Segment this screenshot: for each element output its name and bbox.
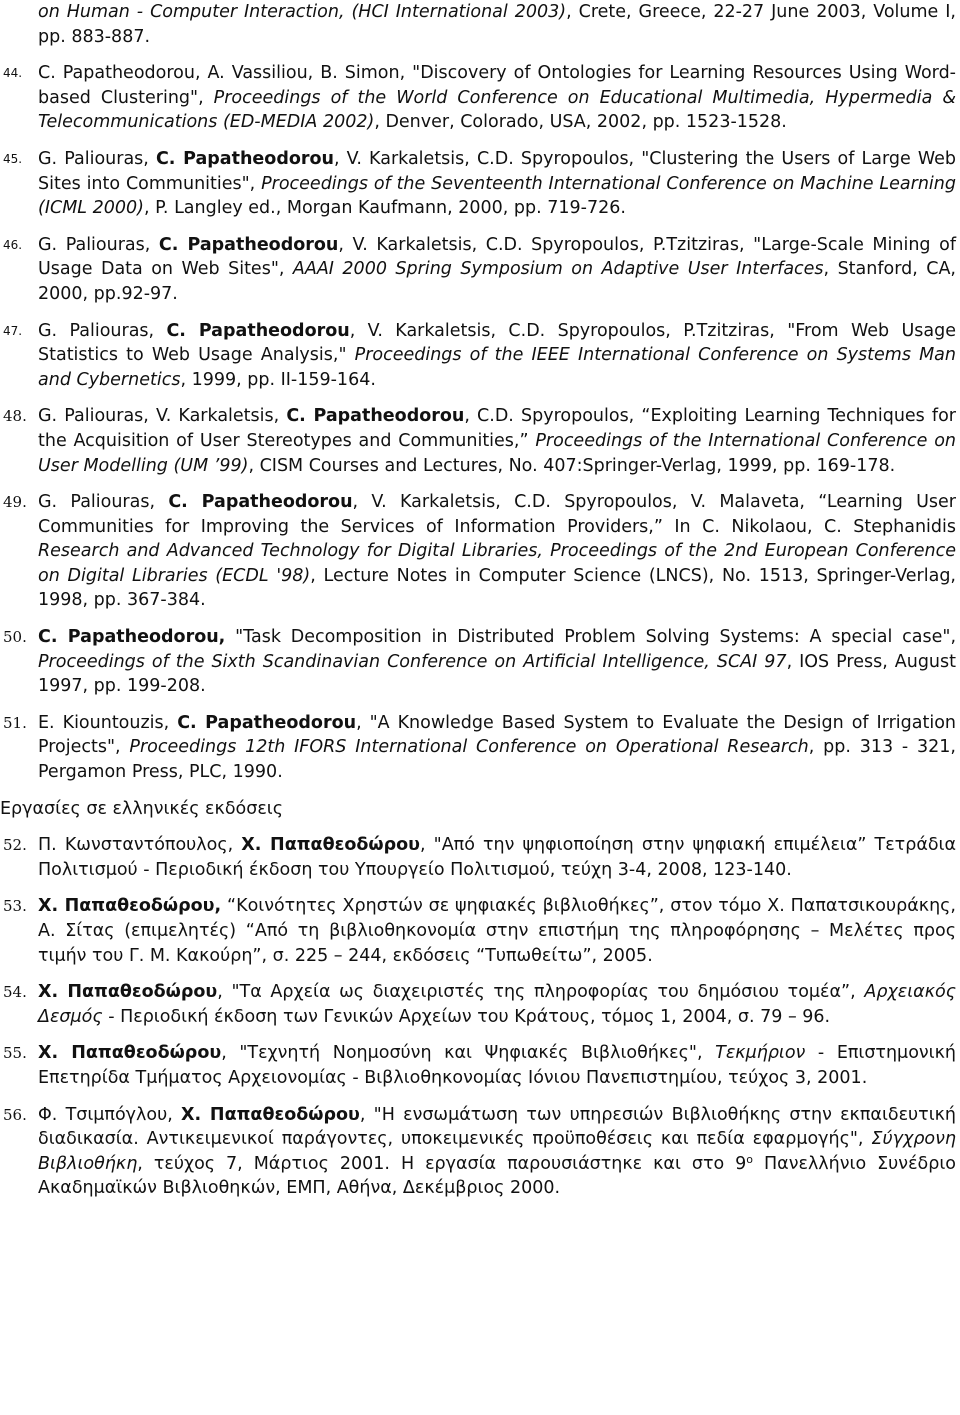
reference-text	[38, 492, 956, 610]
reference-italic-text: Proceedings of the Seventeenth International Conference on Machine Learning (ICML 2000)	[38, 173, 956, 219]
reference-continued	[38, 0, 956, 49]
superscript: ο	[746, 1152, 754, 1166]
reference-text-run: - Περιοδική έκδοση των Γενικών Αρχείων του Κράτους, τόμος 1, 2004, σ. 79 – 96.	[102, 1006, 831, 1027]
reference-text-run: G. Paliouras,	[38, 320, 167, 341]
reference-text-run: , "Τεχνητή Νοημοσύνη και Ψηφιακές Βιβλιοθήκες",	[221, 1043, 716, 1064]
reference-text	[38, 235, 956, 304]
reference-italic-text: Proceedings of the International Conference on User Modelling (UM ’99)	[38, 430, 957, 476]
reference-46	[3, 233, 956, 307]
reference-text	[38, 2, 956, 47]
reference-text-run: Π. Κωνσταντόπουλος,	[38, 835, 242, 856]
reference-text	[38, 321, 956, 390]
reference-48	[3, 404, 957, 478]
reference-text-run: , V. Karkaletsis, C.D. Spyropoulos, P.Tzitziras, "From Web Usage Statistics to Web Usage Analysis,"	[38, 320, 956, 366]
reference-text	[38, 149, 956, 218]
reference-text-run: , IOS Press, August 1997, pp. 199-208.	[38, 651, 956, 697]
reference-text-run: G. Paliouras,	[38, 148, 156, 169]
reference-number: 46.	[3, 237, 23, 252]
reference-number: 47.	[3, 323, 23, 338]
reference-text-run: , "Η ενσωμάτωση των υπηρεσιών Βιβλιοθήκης στην εκπαιδευτική διαδικασία. Αντικειμενικοί παράγοντες, υποκειμενικές προϋποθέσεις και πεδία εφαρμογής",	[38, 1104, 957, 1150]
reference-number: 45.	[3, 151, 23, 166]
reference-number: 53.	[3, 897, 27, 916]
reference-author-highlight: C. Papatheodorou	[166, 320, 350, 341]
reference-text-run: "Task Decomposition in Distributed Problem Solving Systems: A special case",	[225, 627, 957, 648]
reference-text	[38, 1043, 956, 1088]
reference-text-run: - Επιστημονική Επετηρίδα Τμήματος Αρχειονομίας - Βιβλιοθηκονομίας Ιόνιου Πανεπιστημίου, τεύχος 3, 2001.	[38, 1043, 956, 1088]
reference-text-run: C. Papatheodorou, A. Vassiliou, B. Simon, "Discovery of Ontologies for Learning Resources Using Word-based Clustering",	[38, 63, 956, 108]
reference-text-run: G. Paliouras,	[38, 234, 159, 255]
section-heading: Εργασίες σε ελληνικές εκδόσεις	[0, 798, 283, 819]
reference-text-run: Φ. Τσιμπόγλου,	[38, 1104, 182, 1125]
reference-text	[38, 406, 956, 475]
reference-number: 56.	[3, 1105, 27, 1124]
reference-author-highlight: C. Papatheodorou,	[38, 627, 226, 648]
reference-55	[3, 1041, 956, 1090]
reference-50	[3, 625, 957, 699]
reference-number: 55.	[3, 1044, 27, 1063]
reference-number: 51.	[3, 713, 27, 732]
reference-text-run: E. Kiountouzis,	[38, 712, 178, 733]
reference-author-highlight: Χ. Παπαθεοδώρου	[181, 1104, 360, 1125]
reference-italic-text: Σύγχρονη Βιβλιοθήκη	[38, 1129, 956, 1174]
reference-text-run: , V. Karkaletsis, C.D. Spyropoulos, V. Malaveta, “Learning User Communities for Improving the Services of Information Providers,” In C. Nikolaou, C. Stephanidis	[38, 492, 956, 537]
reference-text-run: , 1999, pp. II-159-164.	[180, 369, 376, 390]
reference-text	[38, 63, 956, 132]
reference-text	[38, 896, 956, 965]
reference-author-highlight: Χ. Παπαθεοδώρου	[241, 835, 420, 856]
reference-text-run: , V. Karkaletsis, C.D. Spyropoulos, "Clustering the Users of Large Web Sites into Communities",	[38, 148, 956, 194]
reference-author-highlight: Χ. Παπαθεοδώρου	[38, 1043, 222, 1064]
reference-text-run: , Lecture Notes in Computer Science (LNCS), No. 1513, Springer-Verlag, 1998, pp. 367-384.	[38, 565, 956, 611]
reference-italic-text: AAAI 2000 Spring Symposium on Adaptive User Interfaces	[292, 259, 824, 280]
references-list-greek	[3, 833, 957, 1201]
reference-text-run: , V. Karkaletsis, C.D. Spyropoulos, P.Tzitziras, "Large-Scale Mining of Usage Data on Web Sites",	[38, 234, 956, 280]
reference-text-run: , Crete, Greece, 22-27 June 2003, Volume I, pp. 883-887.	[38, 2, 956, 47]
reference-text-run: G. Paliouras, V. Karkaletsis,	[38, 406, 287, 427]
reference-49	[3, 490, 956, 613]
reference-number: 48.	[3, 407, 27, 426]
reference-text	[38, 982, 956, 1027]
reference-author-highlight: Χ. Παπαθεοδώρου	[38, 982, 218, 1003]
reference-italic-text: Αρχειακός Δεσμός	[38, 982, 956, 1027]
reference-italic-text: on Human - Computer Interaction, (HCI International 2003)	[38, 2, 567, 22]
reference-number: 44.	[3, 66, 23, 81]
reference-text-run: , C.D. Spyropoulos, “Exploiting Learning Techniques for the Acquisition of User Stereotypes and Communities,”	[38, 406, 956, 451]
reference-56	[3, 1103, 957, 1201]
reference-text-run: , P. Langley ed., Morgan Kaufmann, 2000, pp. 719-726.	[143, 198, 626, 219]
reference-text-run: Πανελλήνιο Συνέδριο Ακαδημαϊκών Βιβλιοθηκών, ΕΜΠ, Αθήνα, Δεκέμβριος 2000.	[38, 1153, 956, 1199]
reference-text	[38, 1105, 956, 1199]
reference-text-run: , pp. 313 - 321, Pergamon Press, PLC, 1990.	[38, 737, 956, 783]
reference-53	[3, 894, 956, 968]
reference-52	[3, 833, 957, 882]
reference-51	[3, 711, 956, 785]
reference-text-run: , "Από την ψηφιοποίηση στην ψηφιακή επιμέλεια” Τετράδια Πολιτισμού - Περιοδική έκδοση του Υπουργείο Πολιτισμού, τεύχη 3-4, 2008, 123-140.	[38, 835, 957, 880]
reference-text	[38, 627, 956, 696]
reference-text	[38, 835, 956, 880]
reference-text-run: G. Paliouras,	[38, 492, 169, 513]
reference-number: 50.	[3, 628, 27, 647]
reference-text-run: , "Τα Αρχεία ως διαχειριστές της πληροφορίας του δημόσιου τομέα”,	[217, 982, 865, 1003]
reference-author-highlight: C. Papatheodorou	[168, 492, 353, 513]
references-list-english	[3, 0, 957, 785]
reference-text-run: , τεύχος 7, Μάρτιος 2001. Η εργασία παρουσιάστηκε και στο 9	[137, 1153, 747, 1174]
reference-text-run: , Denver, Colorado, USA, 2002, pp. 1523-1528.	[374, 112, 787, 133]
reference-text-run: “Κοινότητες Χρηστών σε ψηφιακές βιβλιοθήκες”, στον τόμο Χ. Παπατσικουράκης, Α. Σίτας (επιμελητές) “Από τη βιβλιοθηκονομία στην επιστήμη της πληροφόρησης – Μελέτες προς τιμήν του Γ. Μ. Κακούρη”, σ. 225 – 244, εκδόσεις “Τυπωθείτω”, 2005.	[38, 896, 956, 966]
reference-text-run: , "A Knowledge Based System to Evaluate the Design of Irrigation Projects",	[38, 712, 956, 758]
reference-44	[3, 61, 956, 135]
reference-47	[3, 319, 956, 393]
reference-number: 54.	[3, 983, 27, 1002]
reference-45	[3, 147, 956, 221]
reference-number: 52.	[3, 836, 27, 855]
reference-author-highlight: C. Papatheodorou	[177, 712, 357, 733]
reference-text	[38, 713, 956, 782]
reference-54	[3, 980, 956, 1029]
reference-italic-text: Research and Advanced Technology for Digital Libraries, Proceedings of the 2nd European Conference on Digital Libraries (ECDL '98)	[38, 541, 956, 586]
reference-italic-text: Proceedings of the Sixth Scandinavian Conference on Artificial Intelligence, SCAI 97	[38, 651, 787, 672]
reference-italic-text: Proceedings 12th IFORS International Conference on Operational Research	[129, 737, 809, 758]
reference-italic-text: Proceedings of the World Conference on Educational Multimedia, Hypermedia & Telecommunications (ED-MEDIA 2002)	[38, 87, 956, 133]
reference-author-highlight: C. Papatheodorou	[158, 234, 339, 255]
reference-author-highlight: C. Papatheodorou	[286, 406, 465, 427]
reference-text-run: , CISM Courses and Lectures, No. 407:Springer-Verlag, 1999, pp. 169-178.	[248, 455, 896, 476]
reference-italic-text: Τεκμήριον	[715, 1043, 806, 1064]
reference-number: 49.	[3, 493, 27, 512]
reference-text-run: , Stanford, CA, 2000, pp.92-97.	[38, 259, 956, 304]
reference-italic-text: Proceedings of the IEEE International Conference on Systems Man and Cybernetics	[38, 345, 956, 390]
reference-author-highlight: C. Papatheodorou	[155, 148, 334, 169]
reference-author-highlight: Χ. Παπαθεοδώρου,	[38, 896, 222, 917]
